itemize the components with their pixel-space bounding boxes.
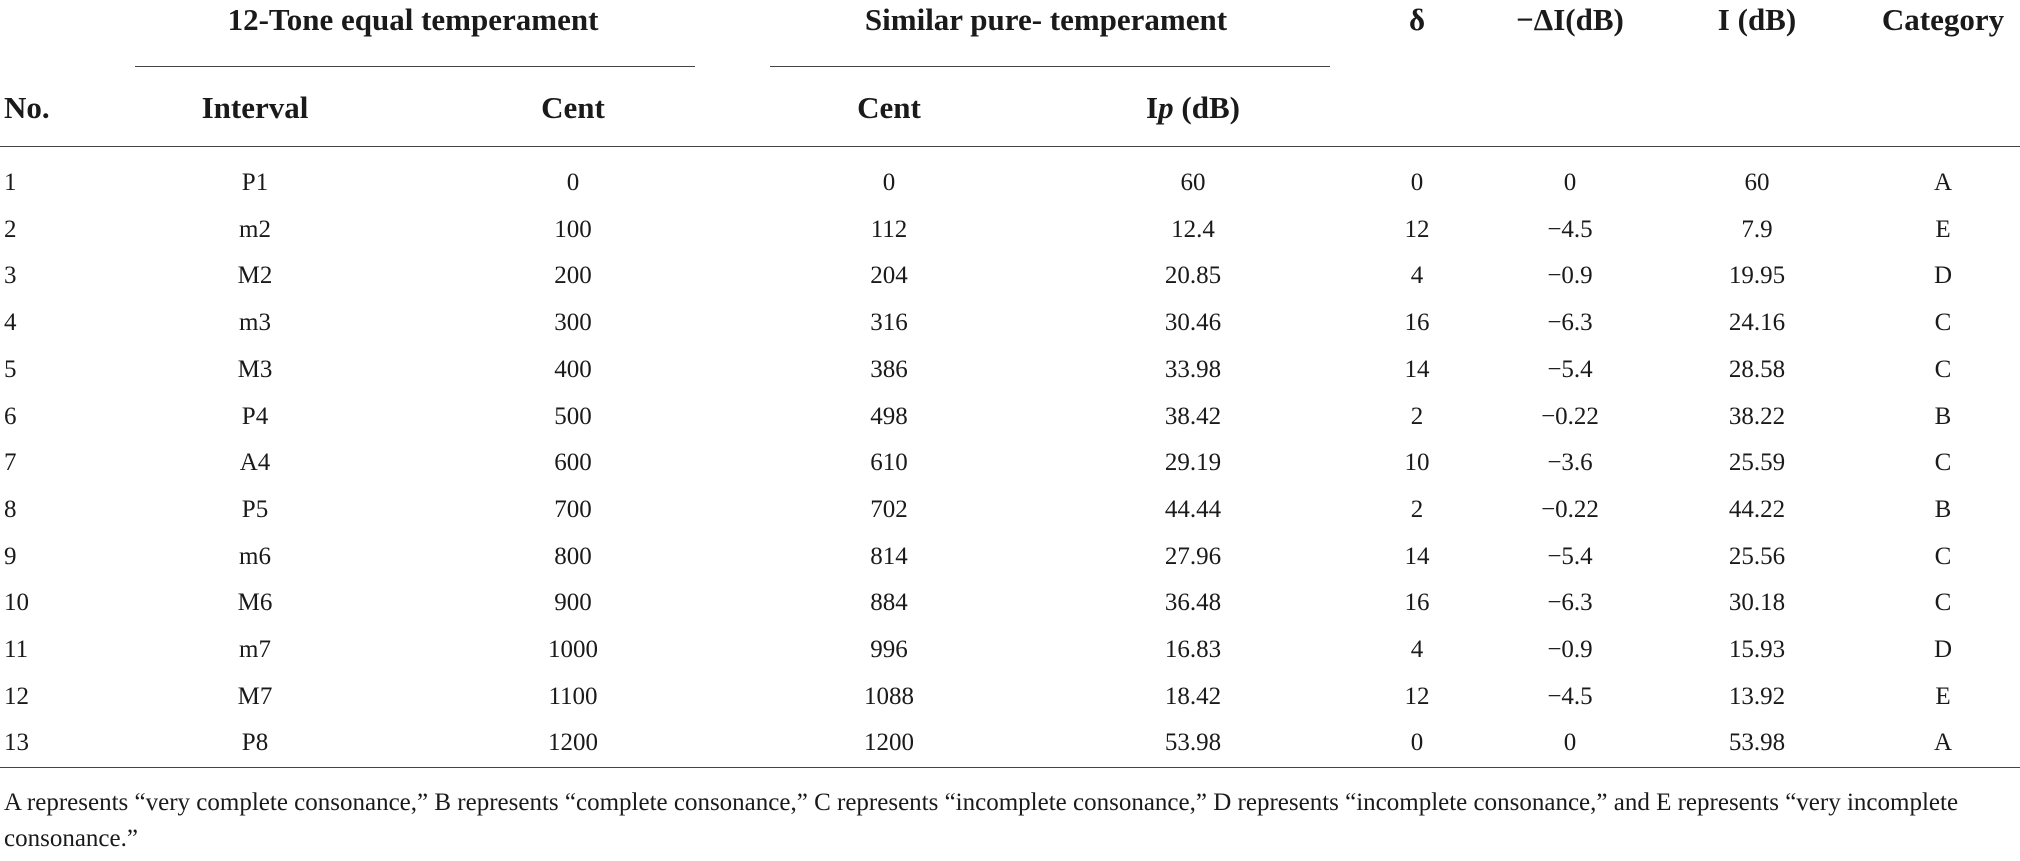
cell-delta: 2: [1410, 495, 1424, 523]
cell-cent-pure: 814: [870, 542, 908, 570]
cell-category: C: [1934, 449, 1952, 477]
cell-cent-pure: 0: [882, 169, 896, 196]
cell-cent-equal: 700: [554, 495, 592, 523]
cell-no: 1: [4, 169, 17, 196]
cell-ip: 44.44: [1164, 495, 1222, 523]
cell-minus-delta-i: −0.9: [1547, 262, 1593, 290]
cell-delta: 12: [1404, 682, 1430, 710]
cell-delta: 0: [1410, 729, 1424, 757]
cell-cent-pure: 610: [870, 449, 908, 477]
cell-i-db: 38.22: [1728, 402, 1786, 430]
cell-delta: 4: [1410, 262, 1424, 290]
cell-no: 13: [4, 729, 29, 757]
cell-delta: 16: [1404, 589, 1430, 617]
cell-no: 4: [4, 309, 17, 337]
cell-cent-equal: 900: [554, 589, 592, 617]
cell-cent-equal: 400: [554, 355, 592, 383]
cell-cent-pure: 884: [870, 589, 908, 617]
header-category: Category: [1881, 2, 2005, 37]
header-minus-delta-i: −ΔI(dB): [1516, 2, 1624, 37]
cell-category: E: [1935, 682, 1951, 710]
cell-cent-pure: 386: [870, 355, 908, 383]
cell-category: C: [1934, 589, 1952, 617]
cell-category: C: [1934, 542, 1952, 570]
cell-category: D: [1933, 636, 1953, 663]
cell-cent-pure: 1088: [864, 682, 914, 710]
cell-no: 3: [4, 262, 17, 290]
group-underline-pure: [770, 66, 1330, 67]
table-bottom-rule: [0, 767, 2020, 768]
cell-ip: 20.85: [1164, 262, 1222, 290]
cell-no: 8: [4, 495, 17, 523]
cell-interval: m2: [239, 215, 271, 243]
cell-minus-delta-i: −0.9: [1547, 636, 1593, 663]
cell-no: 12: [4, 682, 29, 710]
cell-cent-equal: 800: [554, 542, 592, 570]
cell-ip: 38.42: [1164, 402, 1222, 430]
cell-category: B: [1934, 495, 1952, 523]
cell-cent-equal: 600: [554, 449, 592, 477]
cell-minus-delta-i: −0.22: [1541, 495, 1599, 523]
cell-delta: 14: [1404, 355, 1430, 383]
cell-interval: M2: [237, 262, 273, 290]
cell-ip: 60: [1180, 169, 1206, 196]
cell-ip: 18.42: [1164, 682, 1222, 710]
cell-ip: 53.98: [1164, 729, 1222, 757]
cell-cent-pure: 702: [870, 495, 908, 523]
cell-i-db: 44.22: [1728, 495, 1786, 523]
cell-category: B: [1934, 402, 1952, 430]
cell-ip: 12.4: [1171, 215, 1215, 243]
cell-i-db: 25.56: [1728, 542, 1786, 570]
cell-cent-equal: 200: [554, 262, 592, 290]
cell-cent-pure: 204: [870, 262, 908, 290]
cell-delta: 12: [1404, 215, 1430, 243]
cell-cent-pure: 316: [870, 309, 908, 337]
header-delta: δ: [1408, 2, 1426, 37]
cell-cent-equal: 100: [554, 215, 592, 243]
cell-cent-equal: 1100: [548, 682, 598, 710]
cell-interval: m3: [239, 309, 271, 337]
cell-interval: m6: [239, 542, 271, 570]
cell-delta: 14: [1404, 542, 1430, 570]
cell-i-db: 30.18: [1728, 589, 1786, 617]
cell-i-db: 25.59: [1728, 449, 1786, 477]
cell-minus-delta-i: 0: [1563, 729, 1577, 757]
cell-category: D: [1933, 262, 1953, 290]
cell-category: C: [1934, 309, 1952, 337]
cell-interval: M3: [237, 355, 273, 383]
cell-minus-delta-i: −5.4: [1547, 355, 1593, 383]
cell-cent-equal: 1000: [548, 636, 598, 663]
cell-minus-delta-i: −4.5: [1547, 215, 1593, 243]
header-i-db: I (dB): [1717, 2, 1797, 37]
table-footnote: A represents “very complete consonance,” B represents “complete consonance,” C represents “incomplete consonance,” D represents “incomplete consonance,” and E represents “very incomplete consonance.”: [4, 789, 1959, 852]
cell-minus-delta-i: −3.6: [1547, 449, 1593, 477]
cell-cent-equal: 1200: [548, 729, 598, 757]
cell-no: 7: [4, 449, 17, 477]
cell-minus-delta-i: −4.5: [1547, 682, 1593, 710]
cell-minus-delta-i: −6.3: [1547, 589, 1593, 617]
cell-interval: M6: [237, 589, 273, 617]
cell-no: 5: [4, 355, 17, 383]
group-underline-equal: [135, 66, 695, 67]
header-bottom-rule: [0, 146, 2020, 147]
cell-minus-delta-i: 0: [1563, 169, 1577, 196]
cell-ip: 36.48: [1164, 589, 1222, 617]
cell-delta: 10: [1404, 449, 1430, 477]
cell-no: 11: [4, 636, 29, 663]
cell-ip: 27.96: [1164, 542, 1222, 570]
cell-interval: P8: [241, 729, 269, 757]
cell-delta: 0: [1410, 169, 1424, 196]
cell-i-db: 7.9: [1741, 215, 1773, 243]
cell-i-db: 24.16: [1728, 309, 1786, 337]
cell-cent-pure: 1200: [864, 729, 914, 757]
cell-category: C: [1934, 355, 1952, 383]
cell-i-db: 15.93: [1728, 636, 1786, 663]
header-no: No.: [4, 90, 50, 125]
cell-i-db: 13.92: [1728, 682, 1786, 710]
cell-delta: 2: [1410, 402, 1424, 430]
group-header-pure-temperament: Similar pure- temperament: [864, 2, 1228, 37]
cell-minus-delta-i: −0.22: [1541, 402, 1599, 430]
cell-i-db: 60: [1744, 169, 1770, 196]
cell-cent-equal: 300: [554, 309, 592, 337]
cell-interval: M7: [237, 682, 273, 710]
cell-minus-delta-i: −6.3: [1547, 309, 1593, 337]
cell-interval: P1: [241, 169, 269, 196]
cell-cent-equal: 0: [566, 169, 580, 196]
cell-i-db: 28.58: [1728, 355, 1786, 383]
cell-delta: 4: [1410, 636, 1424, 663]
cell-interval: m7: [239, 636, 271, 663]
cell-category: A: [1933, 169, 1953, 196]
cell-no: 2: [4, 215, 17, 243]
cell-cent-pure: 112: [870, 215, 908, 243]
header-interval: Interval: [201, 90, 309, 125]
cell-delta: 16: [1404, 309, 1430, 337]
cell-cent-equal: 500: [554, 402, 592, 430]
cell-interval: P5: [241, 495, 269, 523]
cell-no: 10: [4, 589, 29, 617]
cell-ip: 29.19: [1164, 449, 1222, 477]
cell-category: A: [1933, 729, 1953, 757]
cell-no: 6: [4, 402, 17, 430]
cell-i-db: 19.95: [1728, 262, 1786, 290]
cell-interval: A4: [239, 449, 271, 477]
cell-cent-pure: 996: [870, 636, 908, 663]
cell-ip: 30.46: [1164, 309, 1222, 337]
cell-i-db: 53.98: [1728, 729, 1786, 757]
cell-category: E: [1935, 215, 1951, 243]
group-header-equal-temperament: 12-Tone equal temperament: [227, 2, 599, 37]
header-ip-db: Ip (dB): [1146, 90, 1240, 125]
cell-interval: P4: [241, 402, 269, 430]
cell-no: 9: [4, 542, 17, 570]
cell-minus-delta-i: −5.4: [1547, 542, 1593, 570]
cell-ip: 33.98: [1164, 355, 1222, 383]
header-cent-equal: Cent: [541, 90, 605, 125]
cell-cent-pure: 498: [870, 402, 908, 430]
cell-ip: 16.83: [1164, 636, 1222, 663]
header-cent-pure: Cent: [857, 90, 921, 125]
